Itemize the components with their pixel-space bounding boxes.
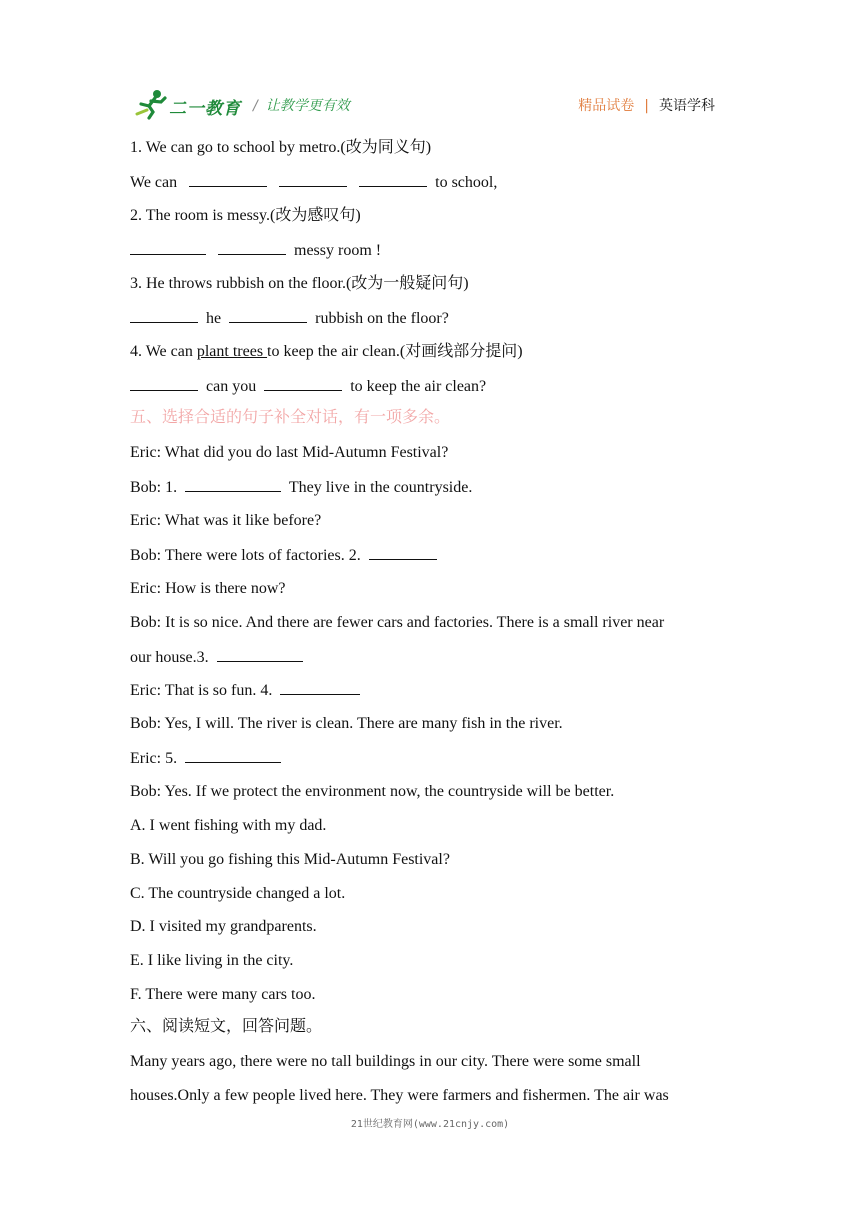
blank[interactable] xyxy=(280,680,360,695)
blank[interactable] xyxy=(130,376,198,391)
question-1: 1. We can go to school by metro.(改为同义句) xyxy=(130,139,432,156)
passage-line: Many years ago, there were no tall buildings in our city. There were some small xyxy=(130,1053,641,1070)
answer-2: messy room ! xyxy=(130,240,381,261)
answer-1: We can to school, xyxy=(130,174,498,191)
dialogue-line: Bob: Yes. If we protect the environment now, the countryside will be better. xyxy=(130,783,615,800)
slogan-text: 让教学更有效 xyxy=(265,98,350,114)
option-a: A. I went fishing with my dad. xyxy=(130,817,327,834)
blank[interactable] xyxy=(185,477,281,492)
option-e: E. I like living in the city. xyxy=(130,952,294,969)
passage-line: houses.Only a few people lived here. They were farmers and fishermen. The air was xyxy=(130,1087,669,1104)
page-footer: 21世纪教育网(www.21cnjy.com) xyxy=(350,1119,510,1130)
blank[interactable] xyxy=(218,240,286,255)
dialogue-line: Eric: That is so fun. 4. xyxy=(130,680,364,701)
dialogue-line: Bob: It is so nice. And there are fewer cars and factories. There is a small river near xyxy=(130,614,665,631)
logo-text: 二一教育 xyxy=(169,99,241,119)
runner-icon xyxy=(135,88,169,120)
dialogue-line: our house.3. xyxy=(130,647,307,668)
dialogue-line: Eric: What was it like before? xyxy=(130,512,322,529)
option-d: D. I visited my grandparents. xyxy=(130,918,317,935)
blank[interactable] xyxy=(369,545,437,560)
slogan: / 让教学更有效 xyxy=(253,98,350,114)
answer-4: can you to keep the air clean? xyxy=(130,376,486,397)
blank[interactable] xyxy=(217,647,303,662)
dialogue-line: Eric: 5. xyxy=(130,748,285,769)
answer-3: he rubbish on the floor? xyxy=(130,308,449,329)
tag-subject: 英语学科 xyxy=(659,98,715,114)
question-4: 4. We can plant trees to keep the air clean.(对画线部分提问) xyxy=(130,343,523,360)
subject-tag: 精品试卷 | 英语学科 xyxy=(578,98,715,114)
blank[interactable] xyxy=(359,172,427,187)
section-5-heading: 五、选择合适的句子补全对话，有一项多余。 xyxy=(130,409,451,426)
option-f: F. There were many cars too. xyxy=(130,986,316,1003)
option-c: C. The countryside changed a lot. xyxy=(130,885,346,902)
dialogue-line: Bob: 1. They live in the countryside. xyxy=(130,479,473,496)
question-3: 3. He throws rubbish on the floor.(改为一般疑问句) xyxy=(130,275,469,292)
blank[interactable] xyxy=(189,172,267,187)
blank[interactable] xyxy=(264,376,342,391)
blank[interactable] xyxy=(229,308,307,323)
option-b: B. Will you go fishing this Mid-Autumn Festival? xyxy=(130,851,450,868)
question-2: 2. The room is messy.(改为感叹句) xyxy=(130,207,361,224)
underlined-phrase: plant trees xyxy=(196,343,268,360)
blank[interactable] xyxy=(130,240,206,255)
page-header xyxy=(135,88,715,122)
logo xyxy=(135,88,245,120)
tag-premium: 精品试卷 xyxy=(578,98,635,114)
dialogue-line: Bob: Yes, I will. The river is clean. There are many fish in the river. xyxy=(130,715,563,732)
blank[interactable] xyxy=(279,172,347,187)
blank[interactable] xyxy=(130,308,198,323)
section-6-heading: 六、阅读短文，回答问题。 xyxy=(130,1018,323,1035)
dialogue-line: Eric: How is there now? xyxy=(130,580,286,597)
dialogue-line: Eric: What did you do last Mid-Autumn Festival? xyxy=(130,444,449,461)
blank[interactable] xyxy=(185,748,281,763)
dialogue-line: Bob: There were lots of factories. 2. xyxy=(130,545,441,566)
